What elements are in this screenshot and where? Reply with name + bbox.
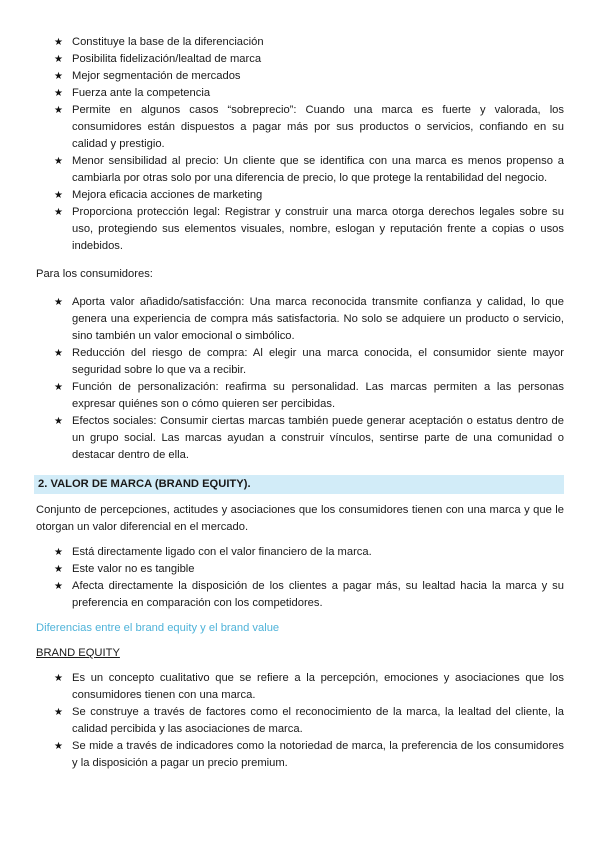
- brand-equity-title: BRAND EQUITY: [36, 647, 120, 659]
- definition-paragraph: Conjunto de percepciones, actitudes y asociaciones que los consumidores tienen con una marca y que le otorgan un valor diferencial en el mercado.: [36, 504, 564, 533]
- star-icon: ★: [54, 207, 63, 218]
- star-icon: ★: [54, 54, 63, 65]
- document-page: [36, 34, 564, 772]
- brand-equity-list: [36, 670, 564, 772]
- subheading-differences: Diferencias entre el brand equity y el brand value: [36, 622, 280, 634]
- list-item: ★ Función de personalización: reafirma su personalidad. Las marcas permiten a las personas expresar quiénes son o cómo quieren ser percibidas.: [54, 381, 564, 410]
- star-icon: ★: [54, 105, 63, 116]
- brand-value-list: [36, 544, 564, 612]
- star-icon: ★: [54, 190, 63, 201]
- list-item: ★ Es un concepto cualitativo que se refiere a la percepción, emociones y asociaciones que los consumidores tienen con una marca.: [54, 672, 564, 701]
- list-item: ★ Fuerza ante la competencia: [36, 85, 564, 102]
- consumers-label: Para los consumidores:: [36, 268, 153, 280]
- star-icon: ★: [54, 156, 63, 167]
- list-item: ★ Se mide a través de indicadores como la notoriedad de marca, la preferencia de los consumidores y la disposición a pagar un precio premium.: [54, 740, 564, 769]
- star-icon: ★: [54, 673, 63, 684]
- list-item: ★ Aporta valor añadido/satisfacción: Una marca reconocida transmite confianza y calidad, lo que genera una experiencia de compra más satisfactoria. No solo se adquiere un producto o servicio, sino también un valor emocional o simbólico.: [54, 296, 564, 342]
- star-icon: ★: [54, 581, 63, 592]
- list-item: ★ Posibilita fidelización/lealtad de marca: [36, 51, 564, 68]
- list-item: ★ Efectos sociales: Consumir ciertas marcas también puede generar aceptación o estatus dentro de un grupo social. Las marcas ayudan a construir vínculos, sentirse parte de una comunidad o destacar dentro de ella.: [54, 415, 564, 461]
- list-item: ★ Proporciona protección legal: Registrar y construir una marca otorga derechos legales sobre su uso, protegiendo sus elementos visuales, nombre, eslogan y reputación frente a copias o usos indebidos.: [54, 206, 564, 252]
- list-item: ★ Se construye a través de factores como el reconocimiento de la marca, la lealtad del cliente, la calidad percibida y las asociaciones de marca.: [54, 706, 564, 735]
- advantages-consumers-list: [36, 294, 564, 464]
- star-icon: ★: [54, 741, 63, 752]
- list-item: ★ Está directamente ligado con el valor financiero de la marca.: [36, 544, 564, 561]
- star-icon: ★: [54, 707, 63, 718]
- star-icon: ★: [54, 416, 63, 427]
- list-item: ★ Reducción del riesgo de compra: Al elegir una marca conocida, el consumidor siente mayor seguridad sobre lo que va a recibir.: [54, 347, 564, 376]
- list-item: ★ Menor sensibilidad al precio: Un cliente que se identifica con una marca es menos propenso a cambiarla por otras solo por una diferencia de precio, lo que protege la rentabilidad del negocio.: [54, 155, 564, 184]
- list-item: ★ Mejor segmentación de mercados: [36, 68, 564, 85]
- star-icon: ★: [54, 564, 63, 575]
- list-item: ★ Mejora eficacia acciones de marketing: [36, 187, 564, 204]
- star-icon: ★: [54, 382, 63, 393]
- star-icon: ★: [54, 71, 63, 82]
- star-icon: ★: [54, 37, 63, 48]
- star-icon: ★: [54, 348, 63, 359]
- advantages-company-list: [36, 34, 564, 255]
- star-icon: ★: [54, 297, 63, 308]
- list-item: ★ Permite en algunos casos “sobreprecio”: Cuando una marca es fuerte y valorada, los consumidores están dispuestos a pagar más por sus productos o servicios, confiando en su calidad y prestigio.: [54, 104, 564, 150]
- list-item: ★ Este valor no es tangible: [36, 561, 564, 578]
- section-heading: 2. VALOR DE MARCA (BRAND EQUITY).: [34, 475, 564, 494]
- star-icon: ★: [54, 547, 63, 558]
- list-item: ★ Constituye la base de la diferenciación: [36, 34, 564, 51]
- star-icon: ★: [54, 88, 63, 99]
- list-item: ★ Afecta directamente la disposición de los clientes a pagar más, su lealtad hacia la marca y su preferencia en comparación con los competidores.: [54, 580, 564, 609]
